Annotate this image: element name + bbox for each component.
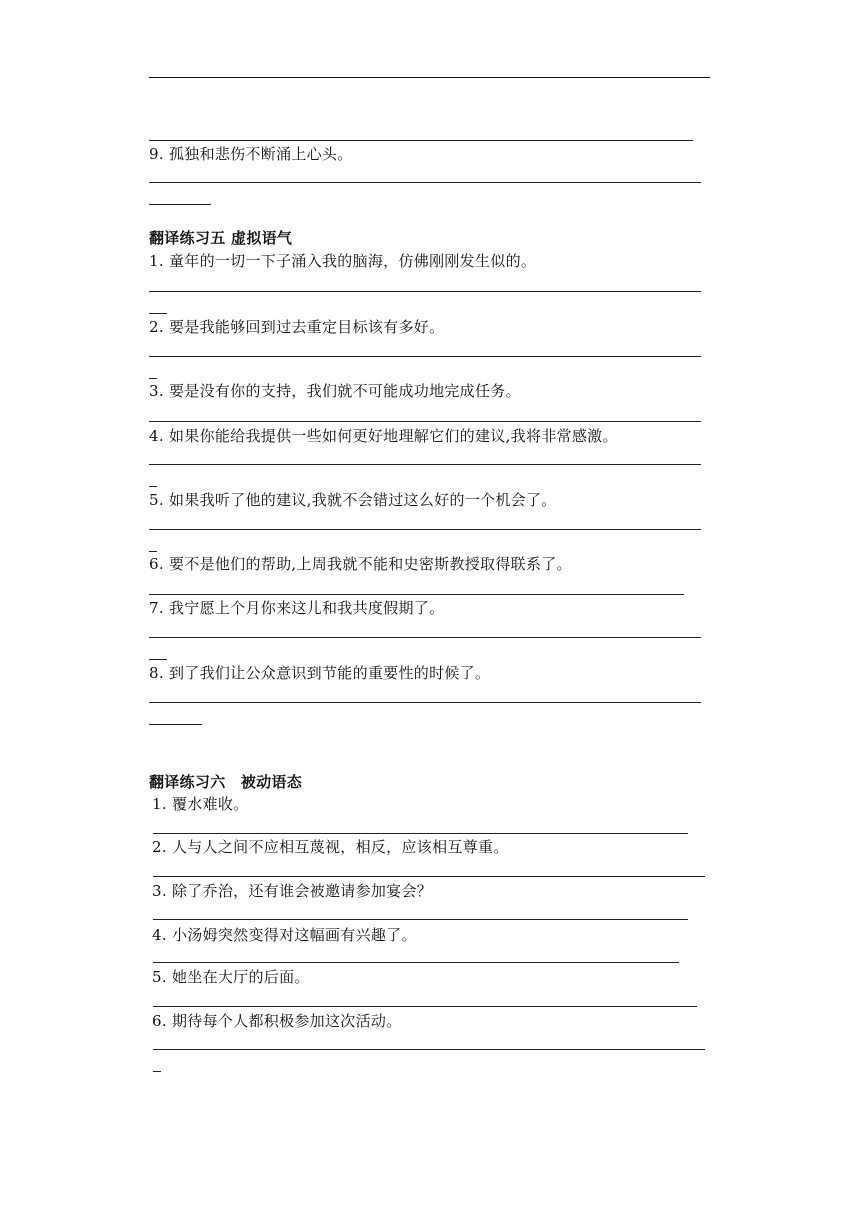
section-5-heading: 翻译练习五 虚拟语气 [149, 229, 293, 247]
section-5-item-1: 1. 童年的一切一下子涌入我的脑海，仿佛刚刚发生似的。 [149, 252, 537, 270]
section-5-item-3: 3. 要是没有你的支持，我们就不可能成功地完成任务。 [149, 382, 521, 400]
section-6-item-3: 3. 除了乔治，还有谁会被邀请参加宴会？ [152, 882, 433, 900]
answer-line [153, 1049, 705, 1050]
section-6-item-2: 2. 人与人之间不应相互蔑视，相反，应该相互尊重。 [152, 838, 509, 856]
answer-line-short [149, 724, 202, 725]
answer-line-tail [149, 551, 157, 552]
section-6-item-6: 6. 期待每个人都积极参加这次活动。 [152, 1012, 402, 1030]
answer-line [153, 876, 705, 877]
answer-line-short [149, 204, 211, 205]
section-5-item-2: 2. 要是我能够回到过去重定目标该有多好。 [149, 318, 445, 336]
answer-line-tail [149, 313, 167, 314]
answer-line-tail [149, 659, 167, 660]
answer-line [149, 291, 701, 292]
answer-line [149, 140, 693, 141]
answer-line [149, 421, 701, 422]
answer-line [153, 1006, 697, 1007]
section-5-item-6: 6. 要不是他们的帮助,上周我就不能和史密斯教授取得联系了。 [149, 555, 572, 573]
header-rule [149, 77, 710, 78]
section-5-item-8: 8. 到了我们让公众意识到节能的重要性的时候了。 [149, 664, 491, 682]
answer-line [149, 529, 701, 530]
answer-line [149, 182, 701, 183]
section-6-heading: 翻译练习六 被动语态 [149, 773, 303, 791]
section-6-item-5: 5. 她坐在大厅的后面。 [152, 968, 310, 986]
answer-line [153, 833, 688, 834]
section-6-item-4: 4. 小汤姆突然变得对这幅画有兴趣了。 [152, 926, 417, 944]
answer-line [149, 637, 701, 638]
answer-line-tail [149, 486, 157, 487]
sentence-9-prev: 9. 孤独和悲伤不断涌上心头。 [149, 145, 353, 163]
answer-line [153, 962, 679, 963]
section-5-item-7: 7. 我宁愿上个月你来这儿和我共度假期了。 [149, 599, 445, 617]
answer-line-tail [153, 1071, 161, 1072]
section-6-item-1: 1. 覆水难收。 [152, 795, 249, 813]
answer-line [153, 919, 688, 920]
answer-line [149, 594, 684, 595]
section-5-item-5: 5. 如果我听了他的建议,我就不会错过这么好的一个机会了。 [149, 491, 557, 509]
answer-line [149, 464, 701, 465]
answer-line [149, 702, 701, 703]
answer-line [149, 356, 701, 357]
section-5-item-4: 4. 如果你能给我提供一些如何更好地理解它们的建议,我将非常感激。 [149, 427, 618, 445]
answer-line-tail [149, 378, 157, 379]
